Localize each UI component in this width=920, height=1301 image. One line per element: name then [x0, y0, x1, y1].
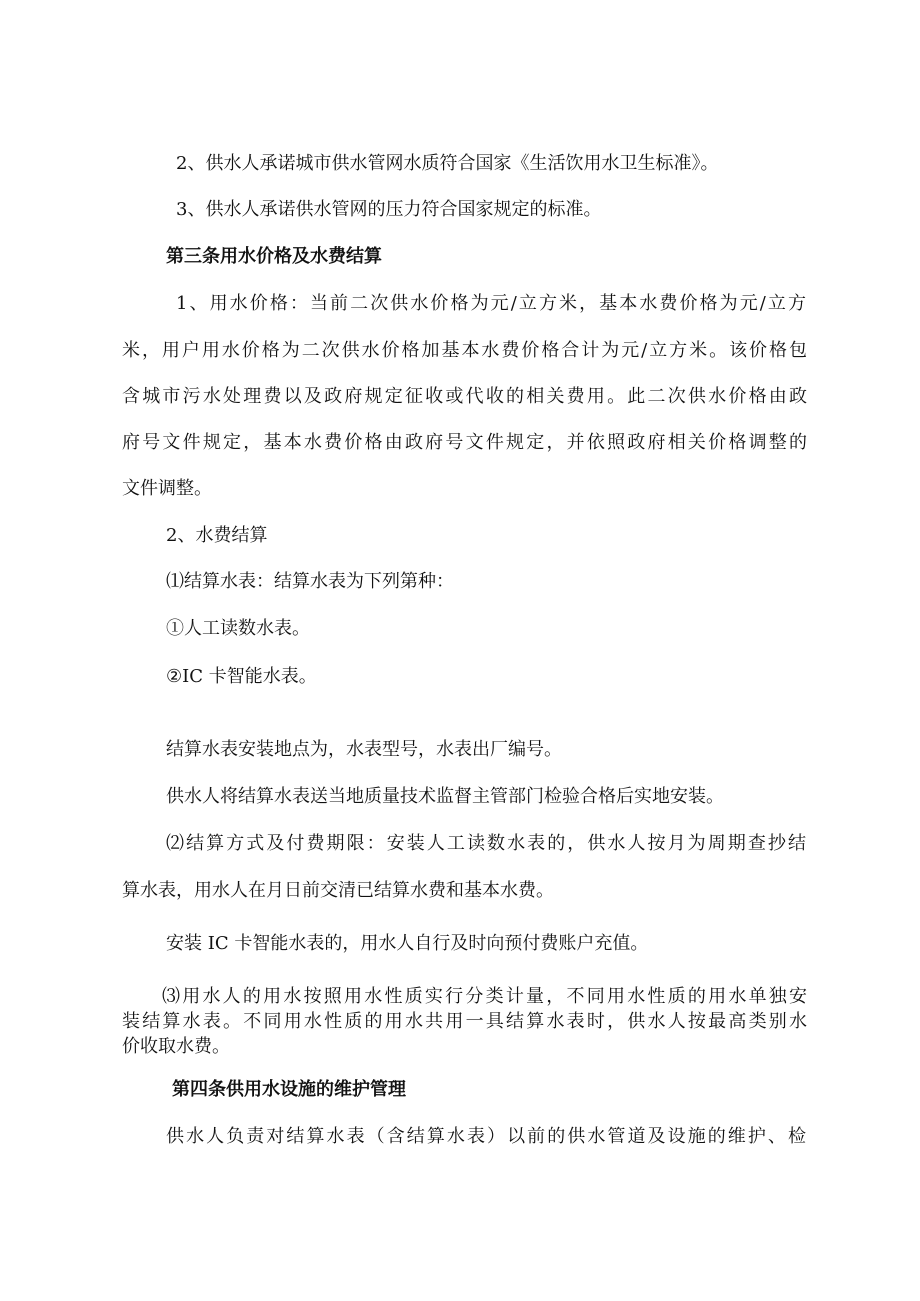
meter-option-manual: ①人工读数水表。 — [166, 618, 310, 639]
price-paragraph-line-1: 1、用水价格：当前二次供水价格为元/立方米，基本水费价格为元/立方 — [176, 293, 806, 314]
clause-3-pressure: 3、供水人承诺供水管网的压力符合国家规定的标准。 — [176, 199, 602, 220]
meter-inspection: 供水人将结算水表送当地质量技术监督主管部门检验合格后实地安装。 — [166, 786, 724, 807]
classified-metering-line-2: 装结算水表。不同用水性质的用水共用一具结算水表时，供水人按最高类别水 — [122, 1011, 807, 1032]
article-3-heading: 第三条用水价格及水费结算 — [166, 246, 382, 267]
classified-metering-line-3: 价收取水费。 — [122, 1036, 230, 1057]
classified-metering-line-1: ⑶用水人的用水按照用水性质实行分类计量，不同用水性质的用水单独安 — [162, 986, 807, 1007]
meter-type-intro: ⑴结算水表：结算水表为下列第种： — [166, 571, 454, 592]
maintenance-paragraph-line-1: 供水人负责对结算水表（含结算水表）以前的供水管道及设施的维护、检 — [166, 1126, 806, 1147]
price-paragraph-line-3: 含城市污水处理费以及政府规定征收或代收的相关费用。此二次供水价格由政 — [122, 386, 807, 407]
meter-option-ic-card: ②IC 卡智能水表。 — [166, 666, 317, 687]
settlement-method-line-2: 算水表，用水人在月日前交清已结算水费和基本水费。 — [122, 880, 554, 901]
ic-card-prepay: 安装 IC 卡智能水表的，用水人自行及时向预付费账户充值。 — [166, 933, 649, 954]
settlement-method-line-1: ⑵结算方式及付费期限：安装人工读数水表的，供水人按月为周期查抄结 — [166, 833, 806, 854]
clause-2-water-quality: 2、供水人承诺城市供水管网水质符合国家《生活饮用水卫生标准》。 — [176, 153, 719, 174]
price-paragraph-line-4: 府号文件规定，基本水费价格由政府号文件规定，并依照政府相关价格调整的 — [122, 432, 807, 453]
price-paragraph-line-5: 文件调整。 — [122, 478, 212, 499]
article-4-heading: 第四条供用水设施的维护管理 — [172, 1079, 406, 1100]
billing-heading: 2、水费结算 — [166, 525, 268, 546]
meter-install-info: 结算水表安装地点为，水表型号，水表出厂编号。 — [166, 739, 562, 760]
price-paragraph-line-2: 米，用户用水价格为二次供水价格加基本水费价格合计为元/立方米。该价格包 — [122, 340, 807, 361]
